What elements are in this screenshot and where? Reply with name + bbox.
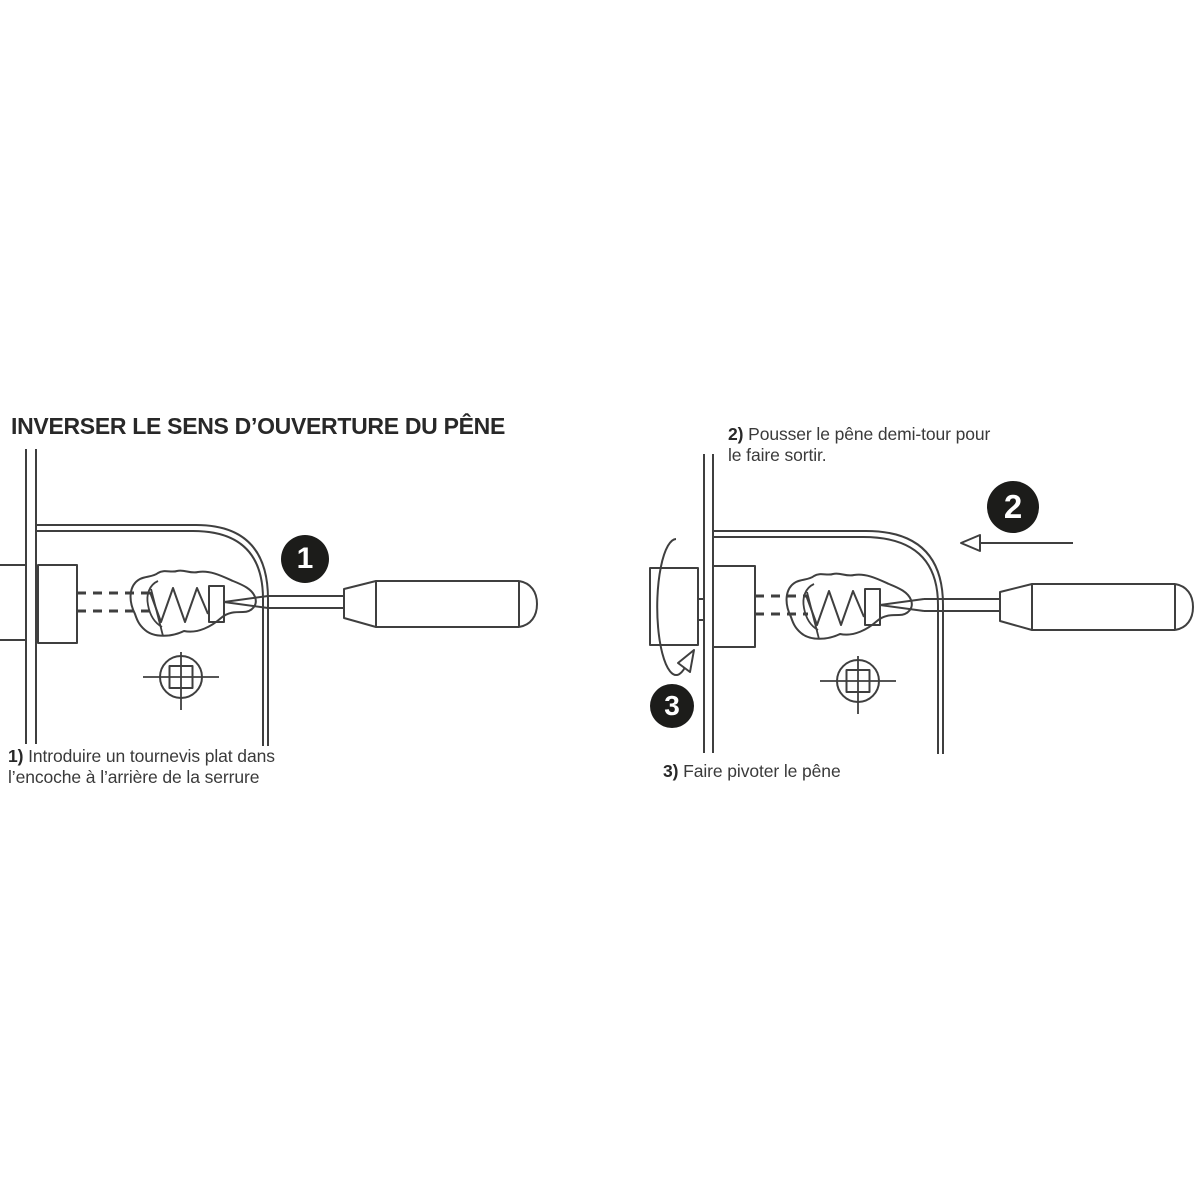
page-title: INVERSER LE SENS D’OUVERTURE DU PÊNE [11, 413, 506, 439]
lock-case-inner [36, 531, 263, 746]
rotation-arrow [657, 539, 687, 675]
step2-text1: Pousser le pêne demi-tour pour [748, 424, 991, 444]
latch-bolt-body [713, 566, 755, 647]
step1-line1 [8, 746, 275, 767]
step3-caption [663, 761, 841, 782]
latch-bolt-head [0, 565, 26, 640]
faceplate [704, 454, 713, 753]
step-1-badge: 1 [281, 535, 329, 583]
lock-case-outer [36, 525, 268, 746]
lock-case-outer [713, 531, 943, 754]
step-2-badge: 2 [987, 481, 1039, 533]
lock-case-inner [713, 537, 938, 754]
step1-text2: l’encoche à l’arrière de la serrure [8, 766, 260, 787]
step-3-badge: 3 [650, 684, 694, 728]
rotation-arrowhead [678, 650, 694, 672]
latch-bolt-body [38, 565, 77, 643]
diagram-step2-3 [650, 454, 1193, 754]
push-arrowhead [961, 535, 980, 551]
step3-text1: Faire pivoter le pêne [683, 761, 841, 781]
faceplate [26, 449, 36, 744]
diagram-step1 [0, 449, 537, 746]
step3-number: 3) [663, 761, 679, 781]
step3-line1 [663, 761, 841, 782]
step1-caption [8, 746, 275, 787]
hidden-lines [77, 593, 152, 611]
step2-caption [728, 424, 990, 465]
step1-number: 1) [8, 746, 24, 766]
lock-diagrams [0, 400, 1200, 800]
hidden-lines [755, 596, 808, 614]
step2-line1 [728, 424, 990, 445]
step1-text1: Introduire un tournevis plat dans [28, 746, 275, 766]
step2-number: 2) [728, 424, 744, 444]
step2-text2: le faire sortir. [728, 444, 827, 465]
